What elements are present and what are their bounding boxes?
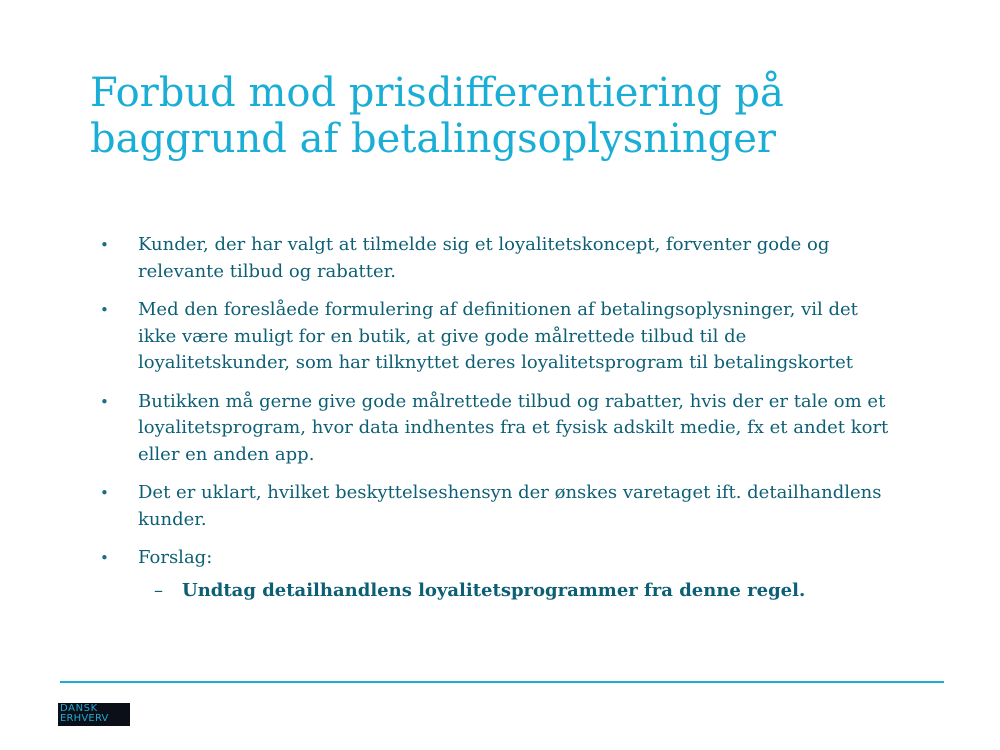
sub-bullet-item bbox=[100, 578, 900, 604]
bullet-item bbox=[100, 389, 900, 469]
slide-title: Forbud mod prisdifferentiering på baggrund af betalingsoplysninger bbox=[90, 70, 784, 162]
logo-text-bottom: ERHVERV bbox=[60, 713, 109, 724]
dansk-erhverv-logo bbox=[58, 703, 130, 726]
bullet-icon: • bbox=[100, 549, 109, 567]
bullet-icon: • bbox=[100, 301, 109, 319]
bullet-item bbox=[100, 297, 900, 377]
bullet-text: Det er uklart, hvilket beskyttelseshensyn der ønskes varetaget ift. detailhandlens kunder. bbox=[138, 482, 882, 530]
dash-icon: – bbox=[154, 579, 163, 601]
bullet-item bbox=[100, 480, 900, 533]
bullet-item bbox=[100, 232, 900, 285]
bullet-icon: • bbox=[100, 392, 109, 411]
bullet-text: Med den foreslåede formulering af definitionen af betalingsoplysninger, vil det ikke være muligt for en butik, at give gode målrettede tilbud til de loyalitetskunder, som har tilknyttet deres loyalitetsprogram til betalingskortet bbox=[138, 299, 858, 373]
sub-bullet-text: Undtag detailhandlens loyalitetsprogrammer fra denne regel. bbox=[182, 579, 806, 601]
logo-text-top: DANSK bbox=[60, 703, 98, 714]
bullet-text: Forslag: bbox=[138, 547, 213, 568]
bullet-icon: • bbox=[100, 484, 109, 502]
bullet-icon: • bbox=[100, 236, 109, 254]
bullet-text: Butikken må gerne give gode målrettede tilbud og rabatter, hvis der er tale om et loyalitetsprogram, hvor data indhentes fra et fysisk adskilt medie, fx et andet kort eller en anden app. bbox=[138, 390, 889, 465]
bullet-item bbox=[100, 545, 900, 572]
bullet-text: Kunder, der har valgt at tilmelde sig et loyalitetskoncept, forventer gode og relevante tilbud og rabatter. bbox=[138, 234, 830, 282]
bullet-list bbox=[100, 232, 900, 604]
footer-divider bbox=[60, 681, 944, 683]
